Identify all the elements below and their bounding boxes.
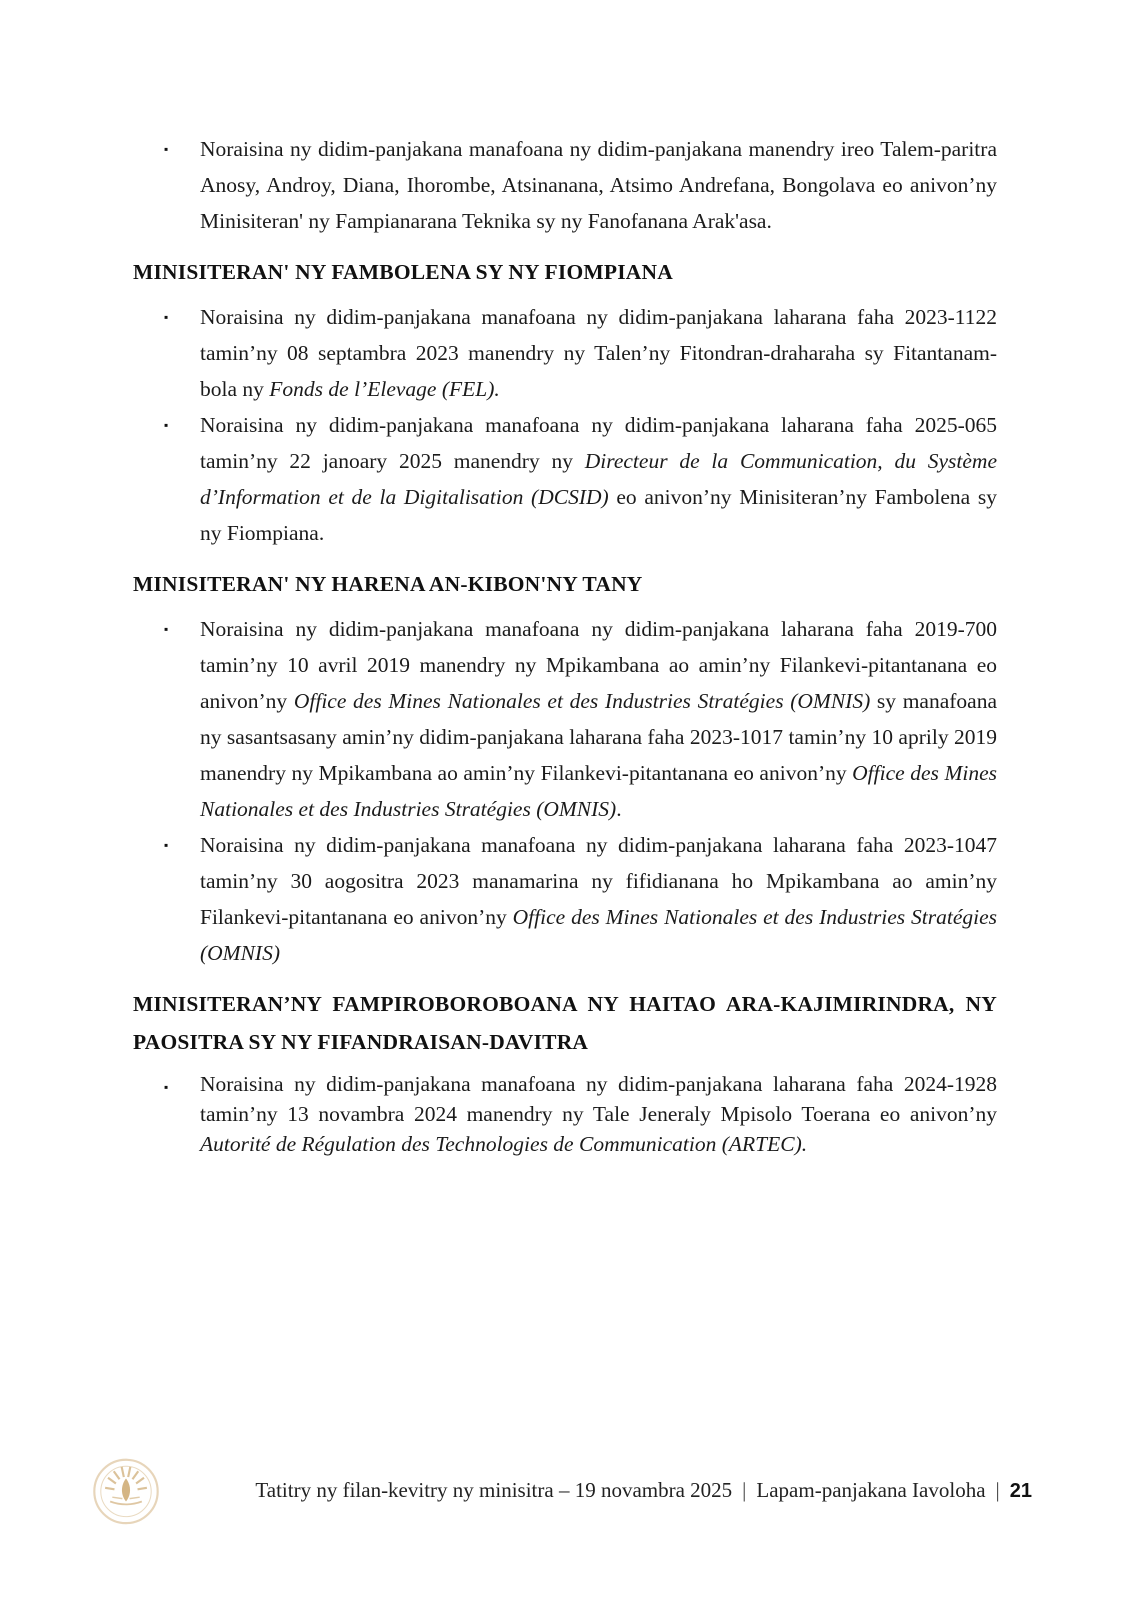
bullet-marker-icon: ▪ xyxy=(164,310,169,324)
list-item xyxy=(133,827,997,971)
page-number: 21 xyxy=(1009,1479,1032,1502)
bullet-text: Noraisina ny didim-panjakana manafoana ny didim-panjakana laharana faha 2025-065 tamin’ny 22 janoary 2025 manendry ny Directeur de la Communication, du Système d’Information et de la Digitalisation (DCSID) eo anivon’ny Minisiteran’ny Fambolena sy ny Fiompiana. xyxy=(200,413,997,545)
section-heading: MINISITERAN’NY FAMPIROBOROBOANA NY HAITAO ARA-KAJIMIRINDRA, NY PAOSITRA SY NY FIFANDRAISAN-DAVITRA xyxy=(133,992,997,1054)
bullet-text: Noraisina ny didim-panjakana manafoana ny didim-panjakana laharana faha 2019-700 tamin’ny 10 avril 2019 manendry ny Mpikambana ao amin’ny Filankevi-pitantanana eo anivon’ny Office des Mines Nationales et des Industries Stratégies (OMNIS) sy manafoana ny sasantsasany amin’ny didim-panjakana laharana faha 2023-1017 tamin’ny 10 aprily 2019 manendry ny Mpikambana ao amin’ny Filankevi-pitantanana eo anivon’ny Office des Mines Nationales et des Industries Stratégies (OMNIS). xyxy=(200,617,998,821)
bullet-text: Noraisina ny didim-panjakana manafoana ny didim-panjakana laharana faha 2023-1122 tamin’ny 08 septambra 2023 manendry ny Talen’ny Fitondran-draharaha sy Fitantanam-bola ny Fonds de l’Elevage (FEL). xyxy=(200,305,997,401)
document-body xyxy=(133,131,997,1159)
bullet-marker-icon: ▪ xyxy=(164,1080,169,1094)
footer-separator: | xyxy=(742,1477,747,1502)
bullet-text: Noraisina ny didim-panjakana manafoana ny didim-panjakana laharana faha 2023-1047 tamin’ny 30 aogositra 2023 manamarina ny fifidianana ho Mpikambana ao amin’ny Filankevi-pitantanana eo anivon’ny Office des Mines Nationales et des Industries Stratégies (OMNIS) xyxy=(200,833,997,965)
section-heading: MINISITERAN' NY HARENA AN-KIBON'NY TANY xyxy=(133,572,643,596)
footer-text xyxy=(162,1478,1032,1503)
bullet-marker-icon: ▪ xyxy=(164,142,169,156)
list-item xyxy=(133,1069,997,1159)
bullet-text: Noraisina ny didim-panjakana manafoana ny didim-panjakana manendry ireo Talem-paritra Anosy, Androy, Diana, Ihorombe, Atsinanana, Atsimo Andrefana, Bongolava eo anivon’ny Minisiteran' ny Fampianarana Teknika sy ny Fanofanana Arak'asa. xyxy=(200,137,997,233)
bullet-marker-icon: ▪ xyxy=(164,838,169,852)
footer-location: Lapam-panjakana Iavoloha xyxy=(756,1477,986,1502)
bullet-text: Noraisina ny didim-panjakana manafoana ny didim-panjakana laharana faha 2024-1928 tamin’ny 13 novambra 2024 manendry ny Tale Jeneraly Mpisolo Toerana eo anivon’ny Autorité de Régulation des Technologies de Communication (ARTEC). xyxy=(200,1072,997,1156)
page-footer xyxy=(90,1448,1032,1532)
bullet-marker-icon: ▪ xyxy=(164,418,169,432)
footer-report-title: Tatitry ny filan-kevitry ny minisitra – 19 novambra 2025 xyxy=(255,1477,733,1502)
presidential-seal-icon xyxy=(90,1454,162,1526)
list-item xyxy=(133,407,997,551)
list-item xyxy=(133,299,997,407)
section-heading: MINISITERAN' NY FAMBOLENA SY NY FIOMPIANA xyxy=(133,260,673,284)
bullet-marker-icon: ▪ xyxy=(164,622,169,636)
footer-separator: | xyxy=(995,1477,1000,1502)
list-item xyxy=(133,131,997,239)
list-item xyxy=(133,611,997,827)
